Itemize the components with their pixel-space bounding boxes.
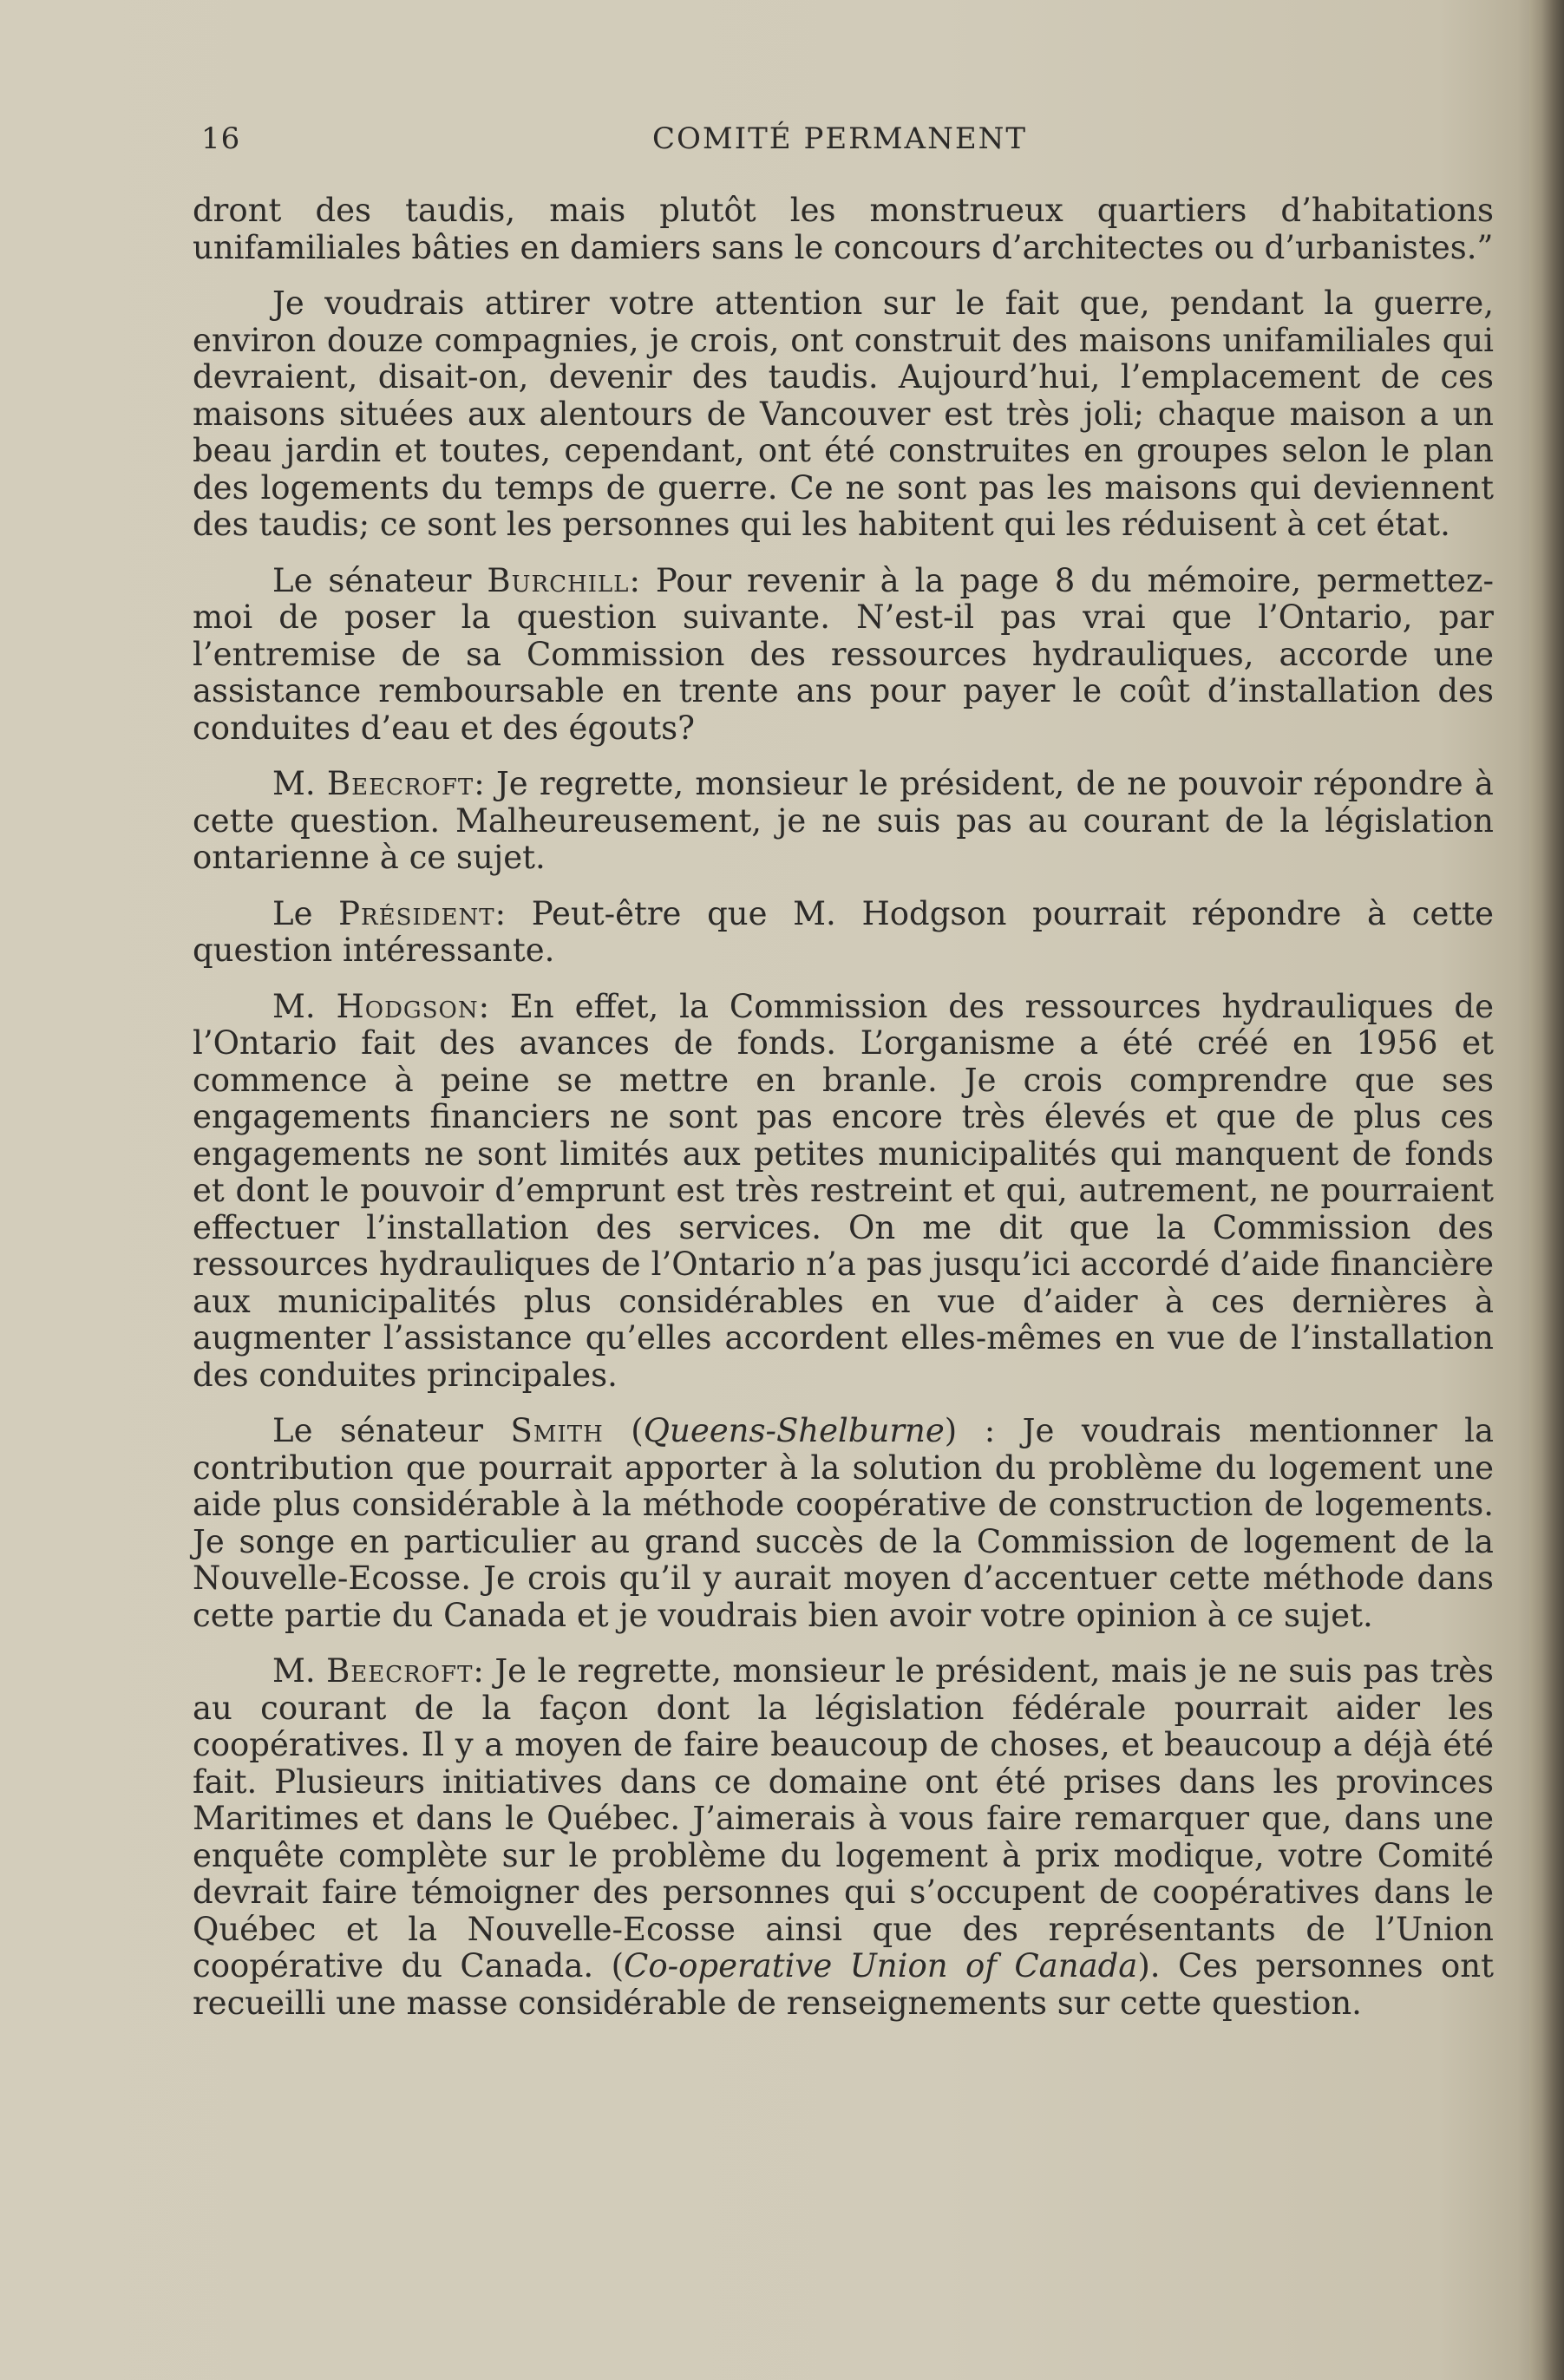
speech-text: En effet, la Commission des ressources hydrauliques de l’Ontario fait des avances de fonds. L’organisme a été créé en 1956 et commence à peine se mettre en branle. Je crois comprendre que ses engagements financiers ne sont pas encore très élevés et que de plus ces engagements ne sont limités aux petites municipalités qui manquent de fonds et dont le pouvoir d’emprunt est très restreint et qui, autrement, ne pourraient effectuer l’installation des services. On me dit que la Commission des ressources hydrauliques de l’Ontario n’a pas jusqu’ici accordé d’aide financière aux municipalités plus considérables en vue d’aider à ces dernières à augmenter l’assistance qu’elles accordent elles-mêmes en vue de l’installation des conduites principales. <box>193 987 1494 1394</box>
speech-beecroft-2 <box>193 1653 1494 2022</box>
paragraph <box>193 285 1494 544</box>
speaker-colon: : <box>494 894 532 932</box>
page-header <box>201 121 1502 165</box>
paragraph-text: dront des taudis, mais plutôt les monstrueux quartiers d’habitations unifamiliales bâties en damiers sans le concours d’architectes ou d’urbanistes.” <box>193 192 1494 266</box>
speaker-name: Burchill <box>487 561 630 599</box>
speech-text-tail: ). Ces personnes ont recueilli une masse considérable de renseignements sur cette question. <box>193 1947 1495 2022</box>
speaker-prefix: M. <box>272 987 337 1025</box>
running-head: COMITÉ PERMANENT <box>652 121 1028 156</box>
speech-burchill <box>193 563 1494 748</box>
speaker-colon: : <box>478 987 510 1025</box>
speech-text: Pour revenir à la page 8 du mémoire, permettez-moi de poser la question suivante. N’est-il pas vrai que l’Ontario, par l’entremise de sa Commission des ressources hydrauliques, accorde une assistance remboursable en trente ans pour payer le coût d’installation des conduites d’eau et des égouts? <box>193 561 1494 747</box>
riding-name: Queens-Shelburne <box>643 1412 945 1449</box>
speaker-prefix: M. <box>272 1652 327 1690</box>
body-text <box>193 193 1494 2041</box>
speaker-name: Beecroft <box>326 765 474 802</box>
speaker-colon: : <box>629 561 656 599</box>
speech-text: Je voudrais mentionner la contribution que pourrait apporter à la solution du problème du logement une aide plus considérable à la méthode coopérative de construction de logements. Je songe en particulier au grand succès de la Commission de logement de la Nouvelle-Ecosse. Je crois qu’il y aurait moyen d’accentuer cette méthode dans cette partie du Canada et je voudrais bien avoir votre opinion à ce sujet. <box>193 1412 1494 1634</box>
riding-open-paren: ( <box>603 1412 644 1449</box>
book-spine-edge <box>1529 0 1564 2380</box>
speaker-name: Beecroft <box>326 1652 474 1690</box>
paragraph-continuation <box>193 193 1494 266</box>
speech-president <box>193 896 1494 970</box>
speaker-prefix: Le sénateur <box>272 561 488 599</box>
speaker-colon: : <box>473 1652 495 1690</box>
speaker-colon: : <box>474 765 496 802</box>
speech-text: Je le regrette, monsieur le président, mais je ne suis pas très au courant de la façon dont la législation fédérale pourrait aider les coopératives. Il y a moyen de faire beaucoup de choses, et beaucoup a déjà été fait. Plusieurs initiatives dans ce domaine ont été prises dans les provinces Maritimes et dans le Québec. J’aimerais à vous faire remarquer que, dans une enquête complète sur le problème du logement à prix modique, votre Comité devrait faire témoigner des personnes qui s’occupent de coopératives dans le Québec et la Nouvelle-Ecosse ainsi que des représentants de l’Union coopérative du Canada. ( <box>193 1652 1494 1984</box>
speech-smith <box>193 1413 1494 1634</box>
speech-hodgson <box>193 989 1494 1395</box>
speaker-name: Hodgson <box>336 987 479 1025</box>
speech-text: Je regrette, monsieur le président, de ne pouvoir répondre à cette question. Malheureusement, je ne suis pas au courant de la législation ontarienne à ce sujet. <box>193 765 1494 876</box>
italic-english-name: Co-operative Union of Canada <box>624 1947 1138 1984</box>
speaker-prefix: Le sénateur <box>272 1412 511 1449</box>
speaker-name: Président <box>338 894 495 932</box>
speaker-name: Smith <box>510 1412 604 1449</box>
paragraph-text: Je voudrais attirer votre attention sur le fait que, pendant la guerre, environ douze compagnies, je crois, ont construit des maisons unifamiliales qui devraient, disait-on, devenir des taudis. Aujourd’hui, l’emplacement de ces maisons situées aux alentours de Vancouver est très joli; chaque maison a un beau jardin et toutes, cependant, ont été construites en groupes selon le plan des logements du temps de guerre. Ce ne sont pas les maisons qui deviennent des taudis; ce sont les personnes qui les habitent qui les réduisent à cet état. <box>193 284 1494 543</box>
riding-close-paren: ) : <box>944 1412 1023 1449</box>
speaker-prefix: M. <box>272 765 327 802</box>
speaker-prefix: Le <box>272 894 339 932</box>
page-number: 16 <box>201 121 241 156</box>
speech-beecroft <box>193 766 1494 877</box>
speech-text: Peut-être que M. Hodgson pourrait répondre à cette question intéressante. <box>193 894 1495 969</box>
